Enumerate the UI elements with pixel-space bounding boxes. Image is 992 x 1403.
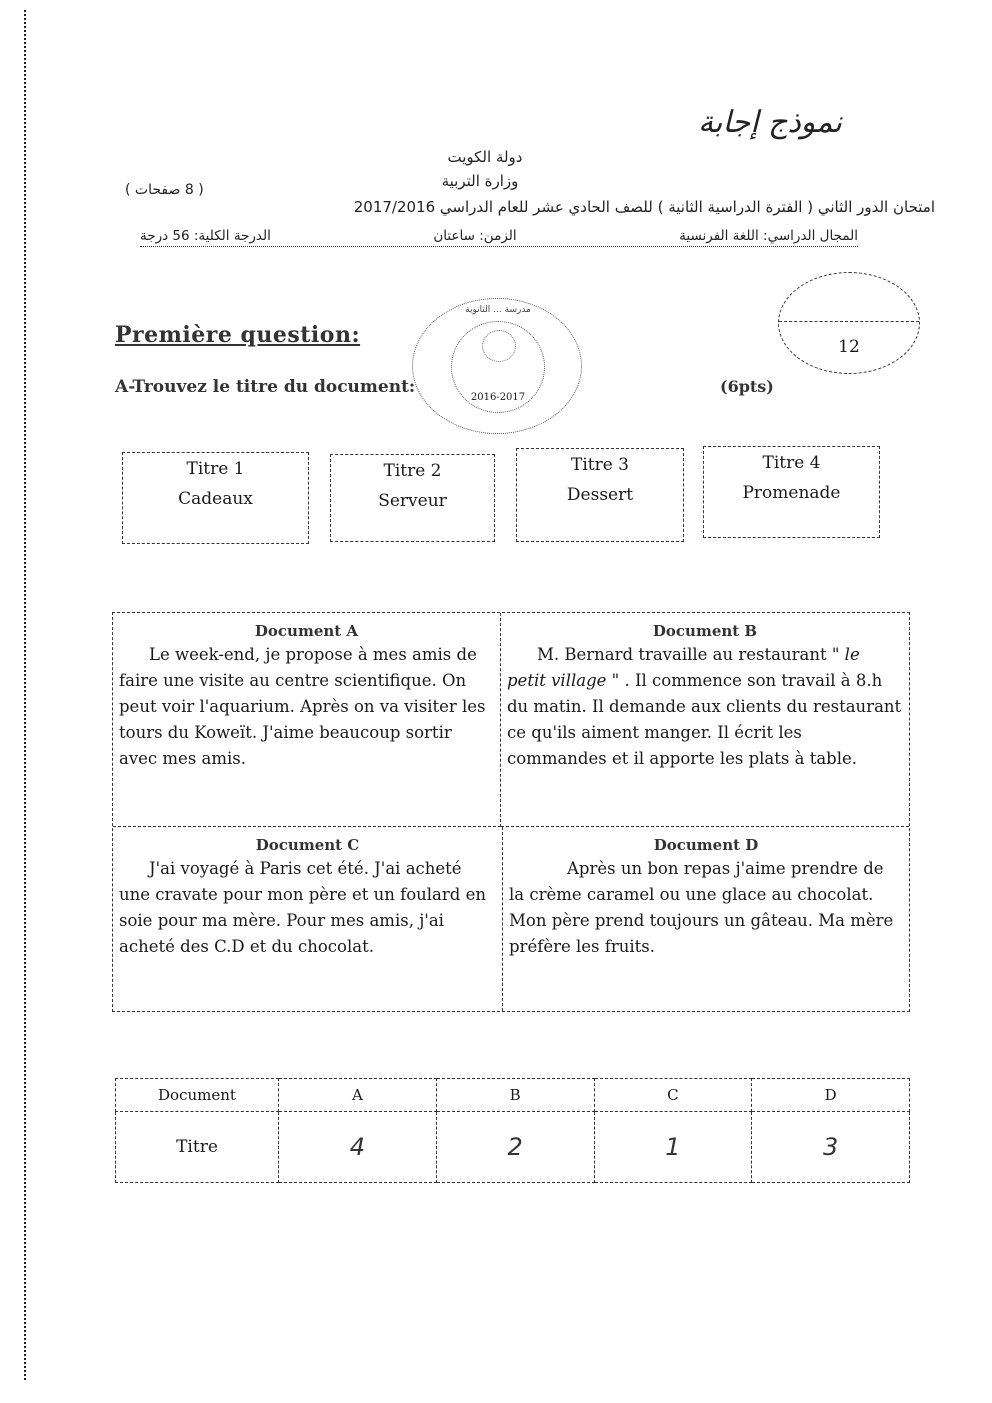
score-divider	[779, 321, 919, 322]
title-box-4	[703, 446, 880, 538]
answer-table	[115, 1078, 910, 1183]
document-title: Document D	[653, 836, 759, 854]
document-text: Le week-end, je propose à mes amis de faire une visite au centre scientifique. On peut voir l'aquarium. Après on va visiter les tours du Koweït. J'aime beaucoup sortir avec mes amis.	[119, 645, 486, 768]
document-d	[503, 827, 909, 1011]
restaurant-name: " le petit village "	[507, 645, 860, 690]
question-instruction: A-Trouvez le titre du document:	[115, 377, 416, 397]
document-a	[113, 613, 501, 827]
total-grade-label: الدرجة الكلية: 56 درجة	[140, 228, 271, 244]
scan-edge-line	[24, 10, 28, 1380]
document-text: J'ai voyagé à Paris cet été. J'ai acheté une cravate pour mon père et un foulard en soie pour ma mère. Pour mes amis, j'ai acheté des C.D et du chocolat.	[119, 859, 486, 956]
stamp-ring-text: مدرسة ... الثانوية	[465, 305, 531, 315]
title-value: Dessert	[566, 485, 634, 505]
document-body	[509, 856, 903, 960]
score-oval	[778, 272, 920, 374]
answer-cell-b: 2	[436, 1112, 594, 1183]
title-label: Titre 1	[186, 459, 245, 479]
document-title: Document B	[652, 622, 758, 640]
answer-row	[116, 1112, 910, 1183]
exam-description: امتحان الدور الثاني ( الفترة الدراسية الثانية ) للصف الحادي عشر للعام الدراسي 2017/2016	[353, 198, 935, 216]
title-box-3	[516, 448, 684, 542]
row-label-titre: Titre	[116, 1112, 279, 1183]
document-body	[119, 642, 494, 772]
column-header-b: B	[436, 1079, 594, 1112]
document-text: . Il commence son travail à 8.h du matin. Il demande aux clients du restaurant ce qu'ils aiment manger. Il écrit les commandes et il apporte les plats à table.	[507, 671, 902, 768]
document-c	[113, 827, 503, 1011]
documents-grid	[112, 612, 910, 1012]
header-document-label: Document	[116, 1079, 279, 1112]
duration-label: الزمن: ساعتان	[433, 228, 517, 244]
title-label: Titre 2	[383, 461, 442, 481]
document-b	[501, 613, 909, 827]
question-title: Première question:	[115, 322, 361, 348]
state-name: دولة الكويت	[447, 148, 523, 166]
answer-cell-d: 3	[752, 1112, 910, 1183]
column-header-a: A	[279, 1079, 437, 1112]
question-points: (6pts)	[720, 377, 774, 396]
title-box-2	[330, 454, 495, 542]
stamp-year: 2016-2017	[470, 392, 526, 403]
document-body	[119, 856, 496, 960]
document-text: Après un bon repas j'aime prendre de la crème caramel ou une glace au chocolat. Mon père prend toujours un gâteau. Ma mère préfère les fruits.	[509, 859, 894, 956]
score-total: 12	[838, 337, 860, 357]
subject-label: المجال الدراسي: اللغة الفرنسية	[679, 228, 858, 244]
school-stamp	[412, 298, 582, 434]
title-label: Titre 4	[762, 453, 821, 473]
answer-model-heading: نموذج إجابة	[698, 105, 842, 140]
page-count: ( 8 صفحات )	[125, 182, 204, 198]
ministry-name: وزارة التربية	[441, 172, 519, 190]
stamp-inner-circle	[451, 321, 545, 413]
document-text: M. Bernard travaille au restaurant	[537, 645, 827, 664]
title-box-1	[122, 452, 309, 544]
document-body	[507, 642, 903, 772]
document-title: Document A	[254, 622, 359, 640]
column-header-d: D	[752, 1079, 910, 1112]
answer-cell-a: 4	[279, 1112, 437, 1183]
exam-meta-line	[140, 228, 858, 247]
title-value: Cadeaux	[178, 489, 253, 509]
document-title: Document C	[255, 836, 360, 854]
column-header-c: C	[594, 1079, 752, 1112]
emblem-icon	[482, 330, 516, 362]
title-value: Promenade	[742, 483, 841, 503]
answer-header-row	[116, 1079, 910, 1112]
title-value: Serveur	[378, 491, 447, 511]
answer-cell-c: 1	[594, 1112, 752, 1183]
title-label: Titre 3	[570, 455, 629, 475]
